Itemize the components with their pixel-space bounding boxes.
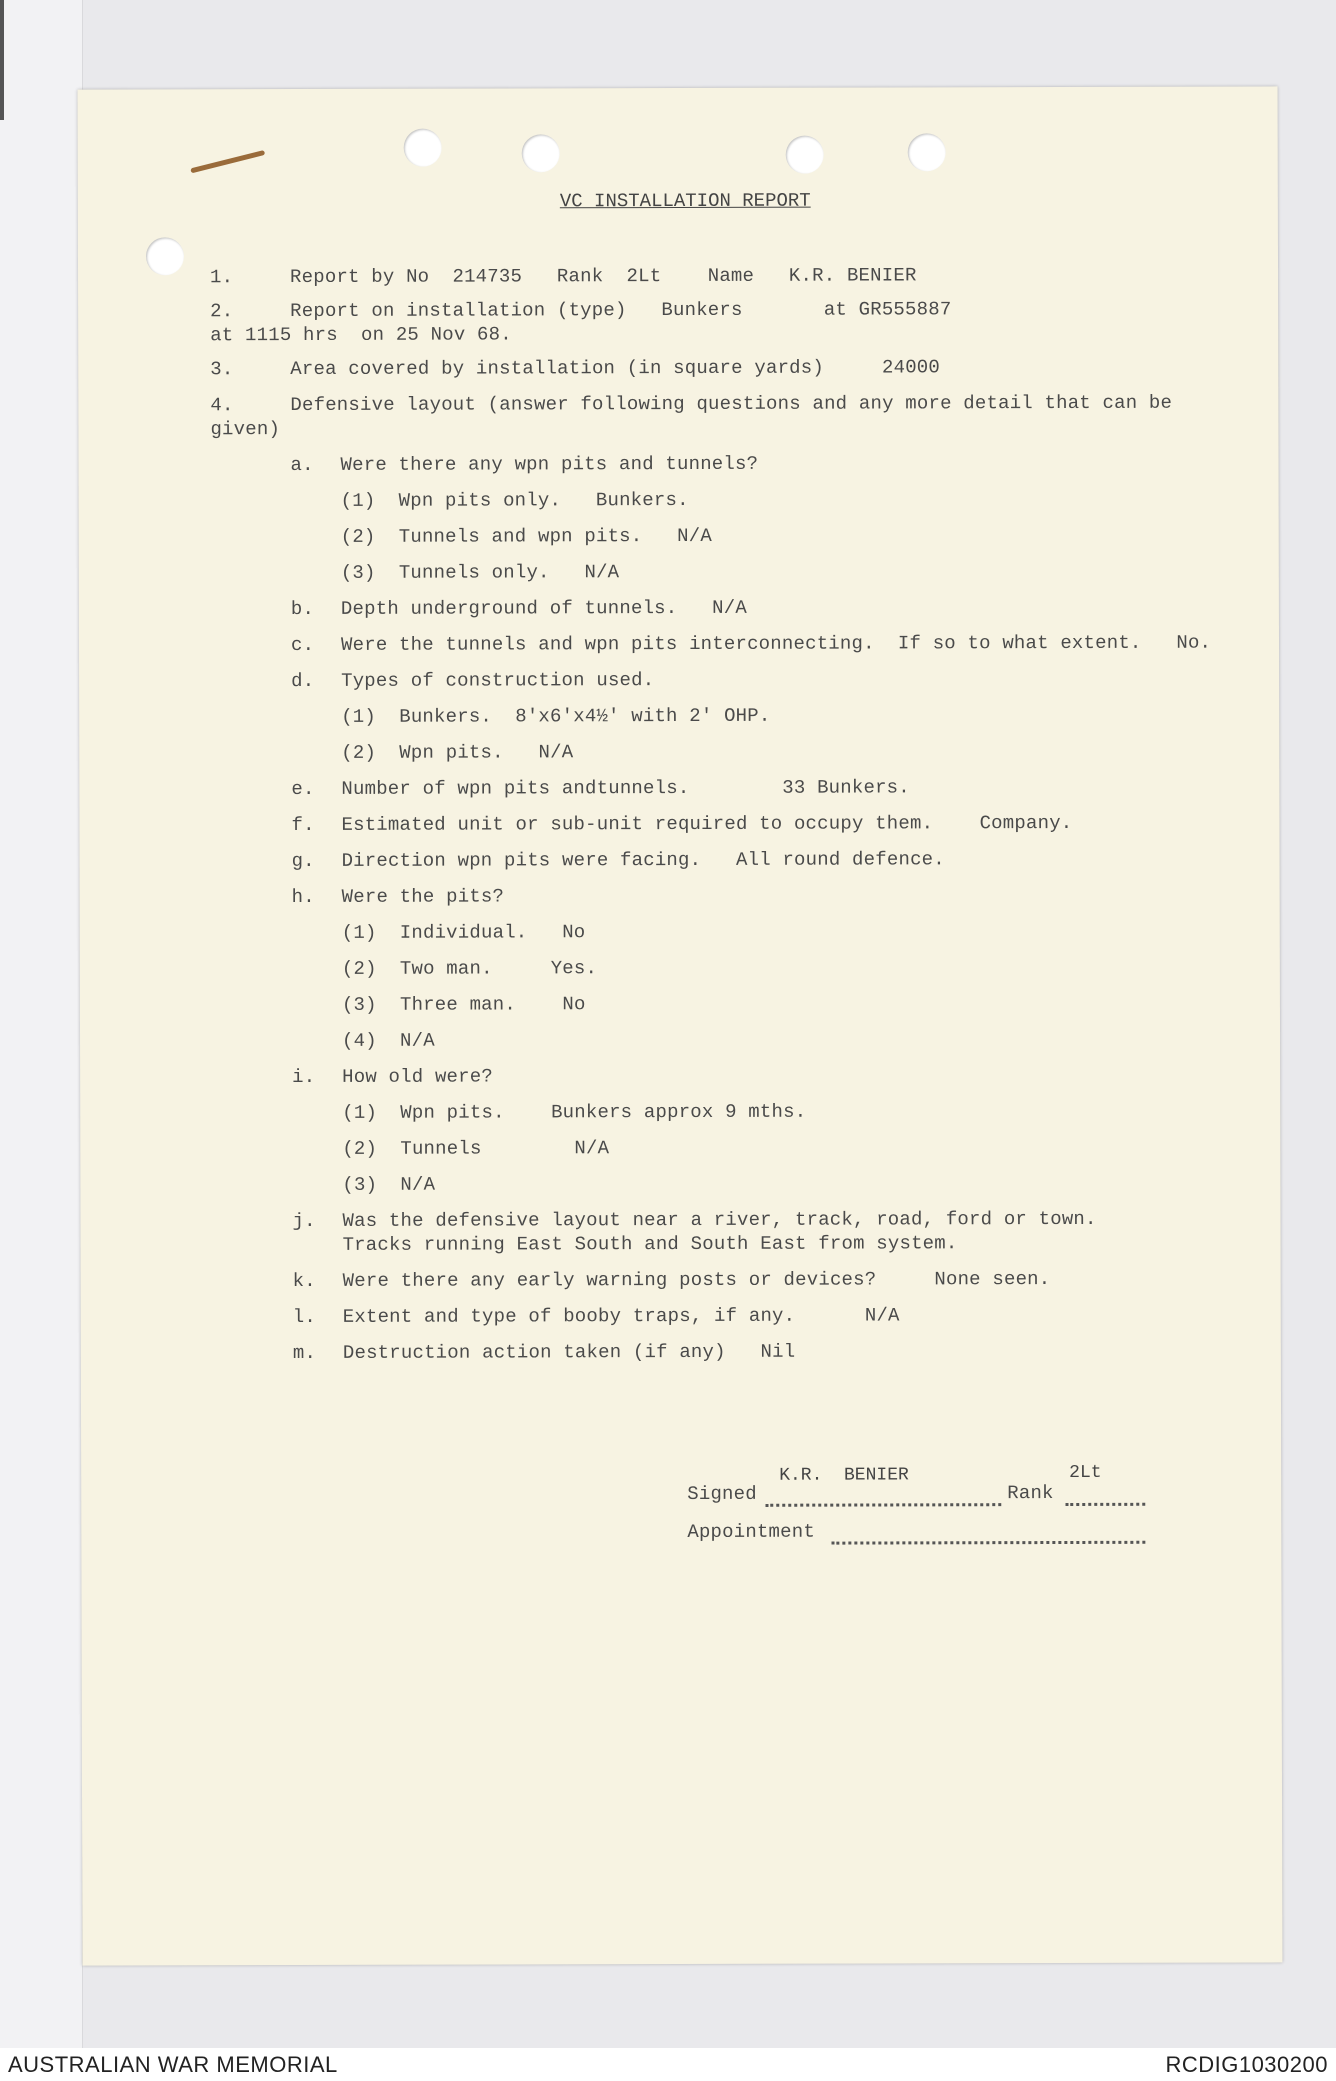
- rank-value: 2Lt: [1069, 1462, 1102, 1483]
- rank-label: Rank: [1007, 1482, 1054, 1505]
- question-j-label: j.: [292, 1209, 316, 1233]
- question-g-label: g.: [291, 849, 315, 873]
- question-h-sub-2: (2) Two man. Yes.: [341, 957, 598, 980]
- question-l-text: Extent and type of booby traps, if any. N/A: [342, 1304, 900, 1328]
- rank-dotted-line: [1065, 1485, 1145, 1506]
- question-i-label: i.: [292, 1065, 316, 1089]
- question-a-sub-2: (2) Tunnels and wpn pits. N/A: [340, 524, 713, 548]
- punch-hole: [786, 136, 824, 174]
- item-4-number: 4.: [210, 394, 234, 417]
- question-m-text: Destruction action taken (if any) Nil: [342, 1340, 796, 1364]
- footer-archive-name: AUSTRALIAN WAR MEMORIAL: [8, 2052, 338, 2077]
- question-i-sub-3: (3) N/A: [342, 1173, 436, 1196]
- item-2-continuation: at 1115 hrs on 25 Nov 68.: [210, 323, 512, 347]
- scanner-left-strip: [0, 0, 83, 2048]
- question-c-label: c.: [290, 633, 315, 657]
- question-d-sub-1: (1) Bunkers. 8'x6'x4½' with 2' OHP.: [341, 704, 771, 728]
- report-title: VC INSTALLATION REPORT: [559, 189, 811, 213]
- question-i-sub-1: (1) Wpn pits. Bunkers approx 9 mths.: [342, 1100, 807, 1124]
- question-a-sub-1: (1) Wpn pits only. Bunkers.: [340, 488, 689, 512]
- signed-dotted-line: [765, 1485, 1001, 1507]
- signed-label: Signed: [687, 1482, 757, 1505]
- footer-record-id: RCDIG1030200: [1165, 2052, 1328, 2077]
- question-k-label: k.: [292, 1269, 316, 1293]
- item-4-text: Defensive layout (answer following questions and any more detail that can be: [290, 391, 1173, 417]
- question-h-sub-4: (4) N/A: [342, 1029, 435, 1052]
- scanner-edge: [0, 0, 4, 120]
- punch-hole: [908, 133, 946, 171]
- question-h-sub-1: (1) Individual. No: [341, 921, 586, 944]
- question-a-sub-3: (3) Tunnels only. N/A: [340, 561, 620, 584]
- archive-footer: [0, 2048, 1336, 2081]
- staple-mark: [190, 150, 265, 173]
- punch-hole: [146, 237, 184, 275]
- item-1-number: 1.: [210, 266, 234, 289]
- question-h-sub-3: (3) Three man. No: [341, 993, 586, 1016]
- item-2-text: Report on installation (type) Bunkers at GR555887: [290, 298, 952, 323]
- question-h-label: h.: [291, 885, 315, 909]
- question-i-text: How old were?: [342, 1065, 493, 1088]
- item-3-text: Area covered by installation (in square yards) 24000: [290, 356, 941, 381]
- signed-value: K.R. BENIER: [779, 1465, 909, 1486]
- document-page: [78, 86, 1283, 1965]
- question-g-text: Direction wpn pits were facing. All round defence.: [341, 848, 945, 872]
- question-d-label: d.: [291, 669, 315, 693]
- appointment-dotted-line: [831, 1523, 1145, 1545]
- question-j-text: Was the defensive layout near a river, track, road, ford or town.: [342, 1207, 1097, 1232]
- question-m-label: m.: [292, 1341, 317, 1365]
- question-b-label: b.: [290, 597, 315, 621]
- question-e-text: Number of wpn pits andtunnels. 33 Bunkers.: [341, 776, 910, 800]
- question-e-label: e.: [291, 777, 315, 801]
- item-4-continuation: given): [210, 418, 281, 441]
- question-l-label: l.: [292, 1305, 317, 1329]
- question-d-text: Types of construction used.: [341, 669, 655, 692]
- question-b-text: Depth underground of tunnels. N/A: [340, 596, 748, 620]
- question-k-text: Were there any early warning posts or devices? None seen.: [342, 1268, 1051, 1292]
- question-a-label: a.: [290, 453, 314, 477]
- question-h-text: Were the pits?: [341, 885, 505, 908]
- item-1-text: Report by No 214735 Rank 2Lt Name K.R. BENIER: [290, 264, 917, 289]
- appointment-label: Appointment: [687, 1520, 815, 1543]
- question-j-continuation: Tracks running East South and South East from system.: [342, 1232, 958, 1256]
- punch-hole: [404, 129, 442, 167]
- question-c-text: Were the tunnels and wpn pits interconnecting. If so to what extent. No.: [340, 631, 1212, 656]
- item-2-number: 2.: [210, 300, 234, 323]
- punch-hole: [522, 134, 560, 172]
- item-3-number: 3.: [210, 358, 234, 381]
- question-f-label: f.: [291, 813, 315, 837]
- question-i-sub-2: (2) Tunnels N/A: [342, 1137, 610, 1160]
- question-d-sub-2: (2) Wpn pits. N/A: [341, 741, 574, 764]
- question-a-text: Were there any wpn pits and tunnels?: [340, 452, 759, 476]
- question-f-text: Estimated unit or sub-unit required to occupy them. Company.: [341, 811, 1073, 836]
